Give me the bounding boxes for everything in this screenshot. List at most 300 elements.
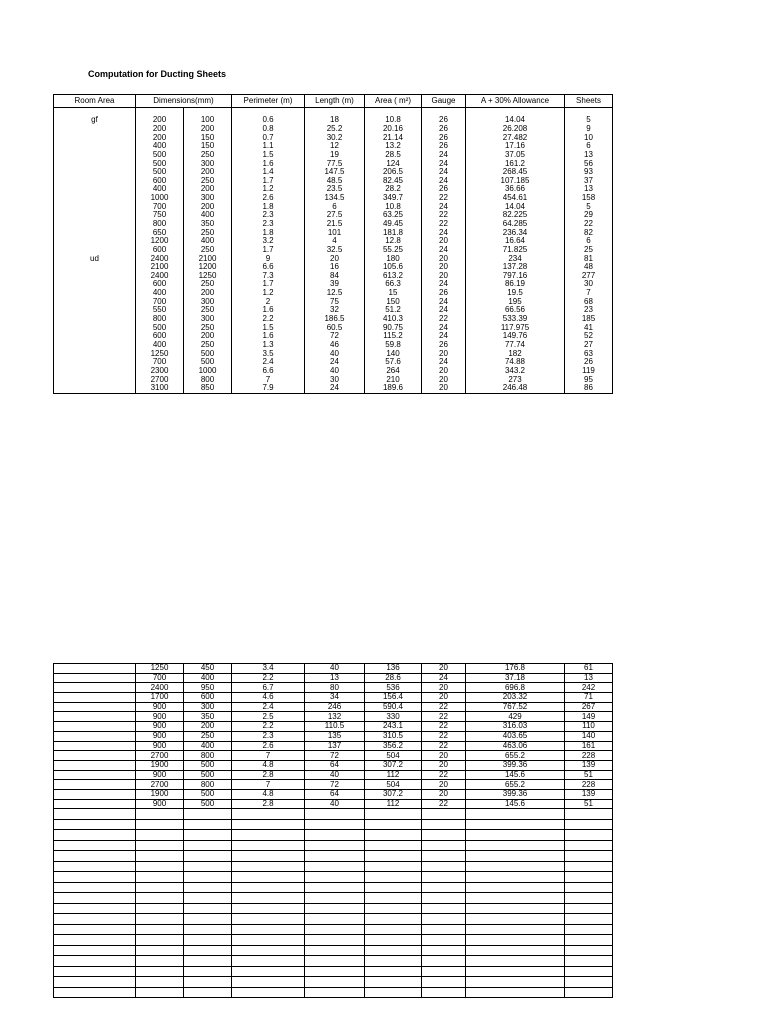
table-row — [54, 315, 613, 324]
table-cell: 1.5 — [232, 151, 305, 160]
table-cell: 19.5 — [466, 289, 565, 298]
table-cell: 0.6 — [232, 116, 305, 125]
table-cell: 107.185 — [466, 176, 565, 185]
table-cell: 600 — [136, 332, 184, 341]
table-cell: 110 — [565, 722, 613, 732]
table-cell: 24 — [422, 228, 466, 237]
empty-row — [54, 872, 613, 883]
table-cell: 463.06 — [466, 741, 565, 751]
table-cell: 40 — [305, 770, 365, 780]
table-cell — [54, 211, 136, 220]
table-cell: 105.6 — [365, 263, 422, 272]
table-cell: 900 — [136, 722, 184, 732]
table-cell: 1000 — [184, 367, 232, 376]
table-cell: 356.2 — [365, 741, 422, 751]
empty-row — [54, 840, 613, 851]
table-cell: 24 — [422, 358, 466, 367]
table-cell: 2.6 — [232, 741, 305, 751]
table-cell: 650 — [136, 228, 184, 237]
table-cell: 26 — [422, 142, 466, 151]
table-row — [54, 168, 613, 177]
table-cell — [54, 693, 136, 703]
table-cell: 18 — [305, 116, 365, 125]
table-cell: 268.45 — [466, 168, 565, 177]
table-cell: 655.2 — [466, 780, 565, 790]
table-row — [54, 306, 613, 315]
table-row — [54, 673, 613, 683]
table-cell: 16 — [305, 263, 365, 272]
table-cell — [54, 194, 136, 203]
table-cell: 228 — [565, 780, 613, 790]
table-cell: 500 — [184, 770, 232, 780]
table-cell: 136 — [365, 664, 422, 674]
empty-row — [54, 945, 613, 956]
table-cell: 1700 — [136, 693, 184, 703]
table-cell — [54, 375, 136, 384]
table-cell: 242 — [565, 683, 613, 693]
table-cell: 797.16 — [466, 272, 565, 281]
table-cell: 3100 — [136, 384, 184, 393]
table-row — [54, 358, 613, 367]
table-cell — [54, 133, 136, 142]
table-cell: 124 — [365, 159, 422, 168]
table-cell: 22 — [422, 315, 466, 324]
table-cell — [54, 780, 136, 790]
table-row — [54, 263, 613, 272]
empty-row — [54, 893, 613, 904]
table-cell: 137 — [305, 741, 365, 751]
table-cell: 139 — [565, 789, 613, 799]
table-cell: 3.5 — [232, 349, 305, 358]
table-row — [54, 722, 613, 732]
table-cell: 24 — [422, 332, 466, 341]
table-cell: 613.2 — [365, 272, 422, 281]
table-cell: 22 — [422, 712, 466, 722]
table-cell: 20 — [422, 237, 466, 246]
table-cell: 26 — [422, 341, 466, 350]
table-cell: 700 — [136, 673, 184, 683]
table-cell: 140 — [565, 731, 613, 741]
table-cell: 27.482 — [466, 133, 565, 142]
table-cell: 600 — [136, 246, 184, 255]
table-cell: 0.8 — [232, 125, 305, 134]
table-cell: 40 — [305, 799, 365, 809]
table-cell: 243.1 — [365, 722, 422, 732]
table-cell: 20 — [422, 375, 466, 384]
table-cell: 13 — [565, 673, 613, 683]
table-cell: 40 — [305, 664, 365, 674]
table-cell: 6 — [565, 237, 613, 246]
table-cell: 500 — [184, 760, 232, 770]
table-cell: 26.208 — [466, 125, 565, 134]
table-cell: 20 — [422, 751, 466, 761]
table-cell: 181.8 — [365, 228, 422, 237]
table-cell: 200 — [184, 125, 232, 134]
table-cell: 2.4 — [232, 702, 305, 712]
table-cell: 64 — [305, 760, 365, 770]
table-cell: 20 — [422, 349, 466, 358]
table-row — [54, 799, 613, 809]
table-cell — [54, 770, 136, 780]
table-cell: 72 — [305, 780, 365, 790]
table-cell: 410.3 — [365, 315, 422, 324]
table-cell — [54, 799, 136, 809]
table-cell: 51.2 — [365, 306, 422, 315]
table-cell — [54, 280, 136, 289]
table-cell: 1.8 — [232, 228, 305, 237]
table-cell: 236.34 — [466, 228, 565, 237]
table-cell: 429 — [466, 712, 565, 722]
table-cell: 500 — [184, 349, 232, 358]
table-cell: 2400 — [136, 272, 184, 281]
table-cell: 307.2 — [365, 789, 422, 799]
table-cell: 2100 — [184, 254, 232, 263]
table-cell: 4.8 — [232, 760, 305, 770]
table-row — [54, 375, 613, 384]
table-cell: 6.7 — [232, 683, 305, 693]
table-cell: 112 — [365, 799, 422, 809]
table-cell: 200 — [184, 722, 232, 732]
table-row — [54, 237, 613, 246]
table-cell: 900 — [136, 712, 184, 722]
table-cell: 7.3 — [232, 272, 305, 281]
table-cell: 36.66 — [466, 185, 565, 194]
table-cell: 77.74 — [466, 341, 565, 350]
table-row — [54, 789, 613, 799]
table-cell: 10 — [565, 133, 613, 142]
table-row — [54, 254, 613, 263]
table-cell: 150 — [365, 297, 422, 306]
table-cell: 2400 — [136, 683, 184, 693]
table-cell: 900 — [136, 702, 184, 712]
table-cell: 7 — [232, 375, 305, 384]
table-cell: 400 — [184, 237, 232, 246]
table-cell — [54, 159, 136, 168]
table-cell: 13 — [565, 151, 613, 160]
table-cell: 307.2 — [365, 760, 422, 770]
header-sheets: Sheets — [565, 95, 613, 108]
table-cell: 533.39 — [466, 315, 565, 324]
table-cell: 145.6 — [466, 770, 565, 780]
table-cell — [54, 341, 136, 350]
table-cell: 17.16 — [466, 142, 565, 151]
table-row — [54, 194, 613, 203]
table-cell: 600 — [136, 176, 184, 185]
table-cell: 28.5 — [365, 151, 422, 160]
table-cell: 7 — [565, 289, 613, 298]
table-cell: 39 — [305, 280, 365, 289]
table-cell: 536 — [365, 683, 422, 693]
table-cell: 800 — [184, 780, 232, 790]
table-cell: 10.8 — [365, 202, 422, 211]
table-cell: 16.64 — [466, 237, 565, 246]
table-cell: 5 — [565, 202, 613, 211]
table-cell: 13 — [305, 673, 365, 683]
table-cell: 12.8 — [365, 237, 422, 246]
header-area: Area ( m²) — [365, 95, 422, 108]
table-row — [54, 202, 613, 211]
table-cell: 145.6 — [466, 799, 565, 809]
table-cell: 22 — [422, 722, 466, 732]
table-cell: 2700 — [136, 751, 184, 761]
table-cell: 149.76 — [466, 332, 565, 341]
table-cell: 22 — [422, 731, 466, 741]
table-cell: 1.7 — [232, 280, 305, 289]
table-cell: 48 — [565, 263, 613, 272]
table-cell: 72 — [305, 332, 365, 341]
table-cell: 9 — [565, 125, 613, 134]
table-cell: 267 — [565, 702, 613, 712]
table-cell: 300 — [184, 297, 232, 306]
table-cell: 500 — [184, 789, 232, 799]
table-cell: 61 — [565, 664, 613, 674]
table-cell: 115.2 — [365, 332, 422, 341]
table-cell — [54, 722, 136, 732]
table-cell: 52 — [565, 332, 613, 341]
table-cell: 74.88 — [466, 358, 565, 367]
table-cell: 86.19 — [466, 280, 565, 289]
table-cell: 82.225 — [466, 211, 565, 220]
table-cell: 800 — [136, 220, 184, 229]
table-cell: 210 — [365, 375, 422, 384]
table-cell — [54, 289, 136, 298]
table-row — [54, 751, 613, 761]
table-cell: 500 — [136, 159, 184, 168]
empty-row — [54, 861, 613, 872]
table-cell: 750 — [136, 211, 184, 220]
table-cell: 500 — [136, 168, 184, 177]
table-cell: 400 — [184, 211, 232, 220]
table-cell: 1.6 — [232, 306, 305, 315]
table-cell: 24 — [422, 673, 466, 683]
table-cell: 277 — [565, 272, 613, 281]
table-cell: 30 — [565, 280, 613, 289]
table-row — [54, 133, 613, 142]
header-perimeter: Perimeter (m) — [232, 95, 305, 108]
table-cell: 14.04 — [466, 202, 565, 211]
table-cell: 4 — [305, 237, 365, 246]
table-cell: 700 — [136, 297, 184, 306]
table-cell: 6.6 — [232, 367, 305, 376]
table-cell: 10.8 — [365, 116, 422, 125]
table-cell: 149 — [565, 712, 613, 722]
table-cell: 2100 — [136, 263, 184, 272]
table-cell: 56 — [565, 159, 613, 168]
table-cell: 14.04 — [466, 116, 565, 125]
table-cell: 300 — [184, 702, 232, 712]
table-cell: 234 — [466, 254, 565, 263]
table-cell: 950 — [184, 683, 232, 693]
table-cell: 72 — [305, 751, 365, 761]
table-cell: 23.5 — [305, 185, 365, 194]
table-cell: 2.5 — [232, 712, 305, 722]
table-cell: 57.6 — [365, 358, 422, 367]
table-cell: 84 — [305, 272, 365, 281]
table-cell: 26 — [422, 116, 466, 125]
table-row — [54, 159, 613, 168]
table-row — [54, 280, 613, 289]
table-cell: 32.5 — [305, 246, 365, 255]
table-cell — [54, 664, 136, 674]
table-cell: 22 — [422, 194, 466, 203]
table-cell: 6.6 — [232, 263, 305, 272]
table-cell: 2.2 — [232, 722, 305, 732]
table-row — [54, 125, 613, 134]
table-cell: 850 — [184, 384, 232, 393]
table-cell — [54, 185, 136, 194]
table-cell: 399.36 — [466, 789, 565, 799]
table-cell — [54, 789, 136, 799]
table-cell: 150 — [184, 133, 232, 142]
table-cell: 24 — [422, 280, 466, 289]
table-cell: 2 — [232, 297, 305, 306]
table-cell: 400 — [136, 289, 184, 298]
table-cell: 24 — [422, 323, 466, 332]
table-cell: 28.2 — [365, 185, 422, 194]
table-cell: 161.2 — [466, 159, 565, 168]
table-cell — [54, 272, 136, 281]
table-cell — [54, 125, 136, 134]
table-cell: 26 — [565, 358, 613, 367]
table-row — [54, 741, 613, 751]
table-cell: 34 — [305, 693, 365, 703]
table-cell: 2.8 — [232, 799, 305, 809]
table-row — [54, 176, 613, 185]
table-cell: 81 — [565, 254, 613, 263]
table-cell: 900 — [136, 731, 184, 741]
table-cell: 330 — [365, 712, 422, 722]
table-cell: 55.25 — [365, 246, 422, 255]
table-cell — [54, 142, 136, 151]
table-cell: 27 — [565, 341, 613, 350]
table-row — [54, 151, 613, 160]
table-cell: 200 — [184, 332, 232, 341]
header-allowance: A + 30% Allowance — [466, 95, 565, 108]
table-cell — [54, 384, 136, 393]
table-cell — [54, 760, 136, 770]
table-cell: 0.7 — [232, 133, 305, 142]
table-cell: 29 — [565, 211, 613, 220]
header-length: Length (m) — [305, 95, 365, 108]
table-cell — [54, 323, 136, 332]
table-row — [54, 220, 613, 229]
table-cell: 80 — [305, 683, 365, 693]
table-cell: gf — [54, 116, 136, 125]
table-cell: 1.3 — [232, 341, 305, 350]
table-cell: 12.5 — [305, 289, 365, 298]
table-cell: 2400 — [136, 254, 184, 263]
table-cell: 176.8 — [466, 664, 565, 674]
table-cell: 64.285 — [466, 220, 565, 229]
table-cell: 2.2 — [232, 673, 305, 683]
table-cell — [54, 237, 136, 246]
table-cell: 200 — [136, 133, 184, 142]
table-cell — [54, 731, 136, 741]
table-row — [54, 702, 613, 712]
empty-row — [54, 935, 613, 946]
table-cell: 1900 — [136, 760, 184, 770]
table-cell: 4.6 — [232, 693, 305, 703]
table-cell: 30 — [305, 375, 365, 384]
table-cell: 20 — [422, 384, 466, 393]
table-cell: 119 — [565, 367, 613, 376]
page-title: Computation for Ducting Sheets — [88, 69, 226, 79]
table-cell: 66.56 — [466, 306, 565, 315]
table-cell: 22 — [422, 211, 466, 220]
table-cell: 48.5 — [305, 176, 365, 185]
table-cell: 7 — [232, 780, 305, 790]
table-cell: 13 — [565, 185, 613, 194]
table-cell — [54, 297, 136, 306]
table-cell: 24 — [422, 168, 466, 177]
table-cell: 400 — [136, 185, 184, 194]
table-cell: 5 — [565, 116, 613, 125]
table-cell: 24 — [422, 246, 466, 255]
table-cell: 250 — [184, 151, 232, 160]
table-cell: 590.4 — [365, 702, 422, 712]
table-cell: 400 — [184, 673, 232, 683]
table-cell: 28.6 — [365, 673, 422, 683]
table-cell: 6 — [565, 142, 613, 151]
empty-row — [54, 966, 613, 977]
table-cell — [54, 751, 136, 761]
table-cell: 310.5 — [365, 731, 422, 741]
table-cell: 350 — [184, 220, 232, 229]
table-cell: 1.6 — [232, 159, 305, 168]
table-cell — [54, 673, 136, 683]
table-cell: 64 — [305, 789, 365, 799]
table-cell: 20 — [422, 780, 466, 790]
table-cell: 203.32 — [466, 693, 565, 703]
table-cell: 12 — [305, 142, 365, 151]
table-cell: 161 — [565, 741, 613, 751]
table-cell — [54, 228, 136, 237]
table-cell: 21.5 — [305, 220, 365, 229]
table-cell: 22 — [422, 799, 466, 809]
table-cell: 19 — [305, 151, 365, 160]
table-cell — [54, 151, 136, 160]
table-cell: 500 — [136, 151, 184, 160]
table-row — [54, 211, 613, 220]
table-cell: 23 — [565, 306, 613, 315]
table-row — [54, 272, 613, 281]
table-cell: 399.36 — [466, 760, 565, 770]
table-cell: 110.5 — [305, 722, 365, 732]
table-cell: 1.4 — [232, 168, 305, 177]
table-cell: 37.18 — [466, 673, 565, 683]
table-cell: 4.8 — [232, 789, 305, 799]
table-cell — [54, 306, 136, 315]
table-cell: 20 — [422, 263, 466, 272]
table-cell: 600 — [184, 693, 232, 703]
table-cell — [54, 349, 136, 358]
table-row — [54, 731, 613, 741]
table-cell: 500 — [136, 323, 184, 332]
table-cell: 24 — [422, 176, 466, 185]
table-cell: 2.3 — [232, 220, 305, 229]
table-cell: 66.3 — [365, 280, 422, 289]
table-cell: 2300 — [136, 367, 184, 376]
table-cell: 206.5 — [365, 168, 422, 177]
table-row — [54, 780, 613, 790]
table-cell: 100 — [184, 116, 232, 125]
table-cell: 51 — [565, 770, 613, 780]
table-cell: 24 — [422, 151, 466, 160]
table-cell: 1.2 — [232, 185, 305, 194]
table-cell: 75 — [305, 297, 365, 306]
table-cell: 117.975 — [466, 323, 565, 332]
table-cell: 20 — [422, 664, 466, 674]
